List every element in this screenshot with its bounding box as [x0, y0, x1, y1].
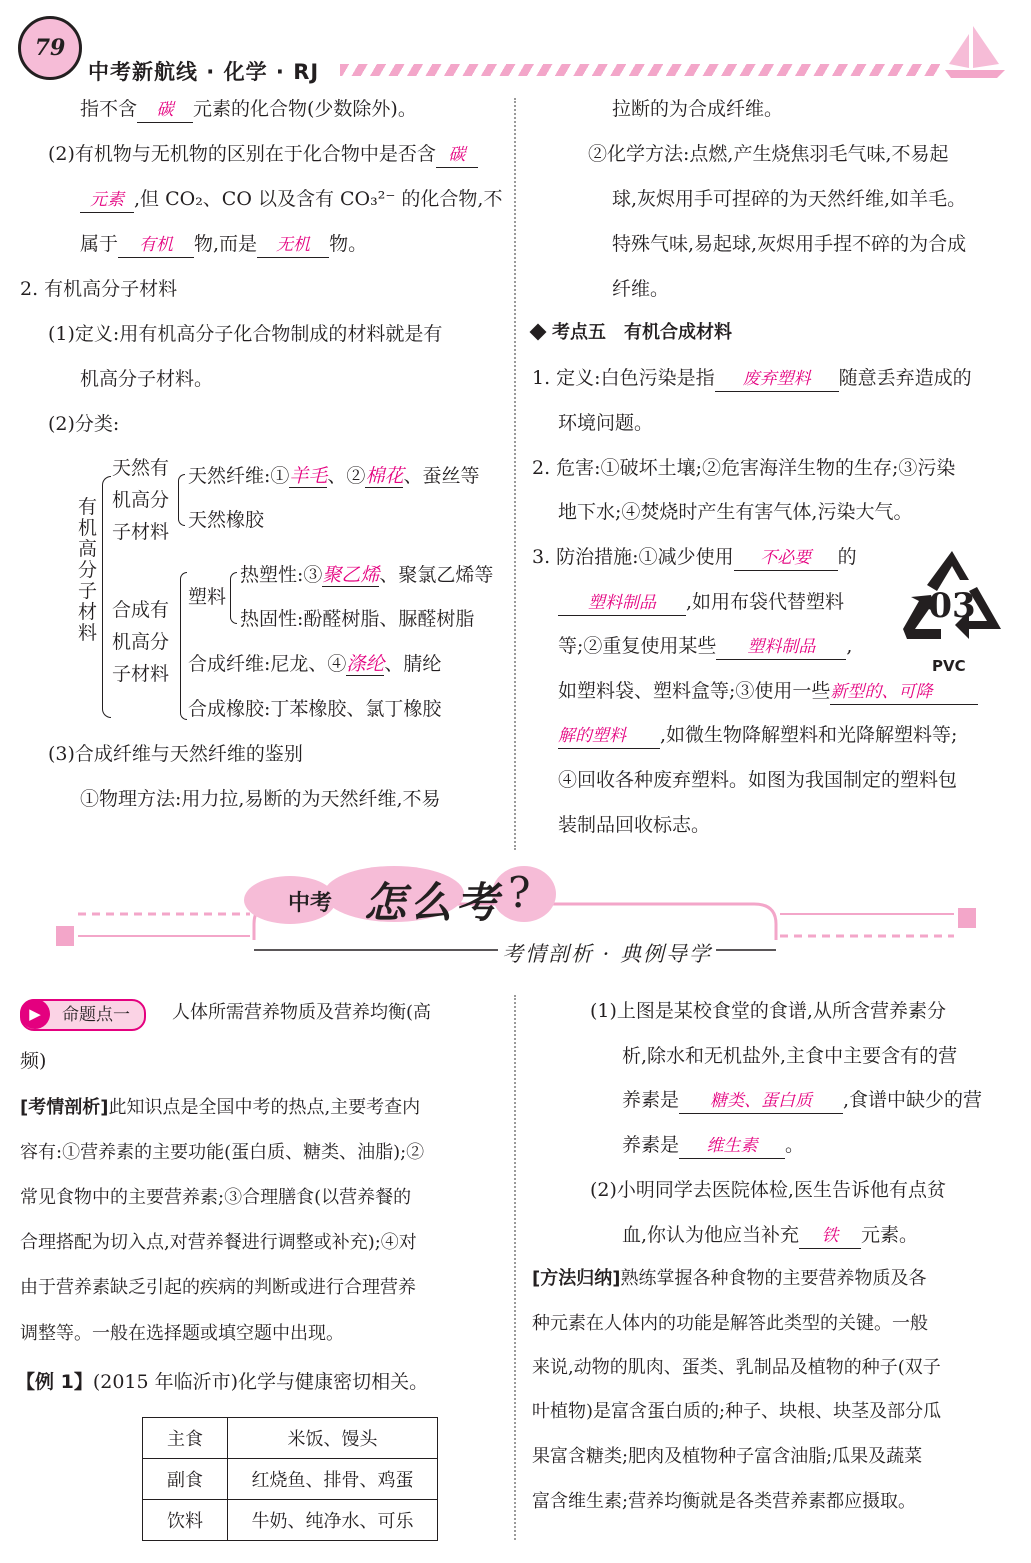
method-line-5: 果富含糖类;肥肉及植物种子富含油脂;瓜果及蔬菜	[532, 1446, 923, 1467]
prevent-line-5: 解的塑料 ,如微生物降解塑料和光降解塑料等;	[558, 722, 957, 749]
column-divider-top	[514, 98, 516, 850]
banner-subtitle: 考情剖析 · 典例导学	[498, 938, 716, 968]
definition-line: 1. 定义:白色污染是指 废弃塑料 随意丢弃造成的	[532, 365, 972, 392]
prevent-line-6: ④回收各种废弃塑料。如图为我国制定的塑料包	[558, 769, 958, 791]
section-heading: 考点五 有机合成材料	[532, 320, 732, 346]
diamond-icon	[530, 324, 547, 341]
answer-blank: 羊毛	[289, 465, 328, 487]
left-line-6: (1)定义:用有机高分子化合物制成的材料就是有	[48, 323, 443, 345]
banner-title: 怎么考	[364, 878, 503, 927]
prevent-line-1: 3. 防治措施:①减少使用 不必要 的	[532, 544, 857, 571]
left-line-9: (3)合成纤维与天然纤维的鉴别	[48, 743, 303, 765]
banner-question-mark: ?	[508, 868, 531, 917]
page-number-badge	[18, 16, 82, 80]
synthetic-group-label: 合成有 机高分 子材料	[112, 599, 170, 685]
brace-root	[102, 476, 111, 718]
example-line: 【例 1】(2015 年临沂市)化学与健康密切相关。	[16, 1371, 429, 1393]
method-line-3: 来说,动物的肌肉、蛋类、乳制品及植物的种子(双子	[532, 1357, 941, 1378]
recycle-label: PVC	[932, 657, 966, 675]
page-number: 79	[34, 35, 66, 61]
answer-blank: 维生素	[679, 1134, 785, 1159]
right-line-5: 纤维。	[612, 278, 670, 300]
prevent-line-7: 装制品回收标志。	[558, 814, 711, 836]
definition-line-2: 环境问题。	[558, 412, 654, 434]
answer-blank: 新型的、可降	[830, 680, 978, 705]
synthetic-fiber: 合成纤维:尼龙、④涤纶、腈纶	[188, 653, 442, 675]
method-line-6: 富含维生素;营养均衡就是各类营养素都应摄取。	[532, 1491, 917, 1512]
question-1c: 养素是 糖类、蛋白质 ,食谱中缺少的营	[622, 1087, 982, 1114]
prevent-line-3: 等;②重复使用某些 塑料制品 ,	[558, 633, 852, 660]
table-cell: 副食	[143, 1459, 228, 1500]
thermoset: 热固性:酚醛树脂、脲醛树脂	[240, 608, 475, 630]
answer-blank: 聚乙烯	[322, 564, 380, 586]
tree-root: 有 机 高 分 子 材 料	[78, 496, 98, 644]
natural-fiber: 天然纤维:①羊毛、②棉花、蚕丝等	[188, 465, 480, 487]
answer-blank: 糖类、蛋白质	[679, 1089, 843, 1114]
answer-blank: 有机	[118, 233, 194, 258]
right-line-3: 球,灰烬用手可捏碎的为天然纤维,如羊毛。	[612, 188, 967, 210]
answer-blank: 碳	[436, 143, 478, 168]
question-1d: 养素是 维生素 。	[622, 1132, 804, 1159]
table-cell: 主食	[143, 1418, 228, 1459]
column-divider-bottom	[514, 995, 516, 1540]
natural-group-label: 天然有 机高分 子材料	[112, 457, 170, 543]
analysis-line-1: [考情剖析]此知识点是全国中考的热点,主要考查内	[20, 1097, 421, 1118]
right-line-4: 特殊气味,易起球,灰烬用手捏不碎的为合成	[612, 233, 967, 255]
answer-blank: 废弃塑料	[715, 367, 839, 392]
prevent-line-2: 塑料制品 ,如用布袋代替塑料	[558, 589, 844, 616]
synthetic-rubber: 合成橡胶:丁苯橡胶、氯丁橡胶	[188, 698, 442, 720]
natural-rubber: 天然橡胶	[188, 509, 265, 531]
question-1a: (1)上图是某校食堂的食谱,从所含营养素分	[590, 1000, 946, 1022]
answer-blank: 解的塑料	[558, 724, 660, 749]
answer-blank: 碳	[137, 98, 193, 123]
left-line-7: 机高分子材料。	[80, 368, 214, 390]
harm-line-2: 地下水;④焚烧时产生有害气体,污染大气。	[558, 501, 913, 523]
table-cell: 米饭、馒头	[228, 1418, 438, 1459]
table-row	[143, 1500, 438, 1541]
brace-natural	[178, 474, 185, 526]
harm-line-1: 2. 危害:①破坏土壤;②危害海洋生物的生存;③污染	[532, 457, 956, 479]
play-icon: ▶	[20, 999, 50, 1029]
question-2b: 血,你认为他应当补充 铁 元素。	[622, 1222, 918, 1249]
answer-blank: 棉花	[365, 465, 404, 487]
table-cell: 牛奶、纯净水、可乐	[228, 1500, 438, 1541]
answer-blank: 涤纶	[346, 653, 385, 675]
table-row	[143, 1418, 438, 1459]
topic-title-tail: 频)	[20, 1050, 47, 1072]
recycle-number: 03	[928, 586, 976, 626]
topic-title: 人体所需营养物质及营养均衡(高	[172, 1002, 432, 1023]
prevent-line-4: 如塑料袋、塑料盒等;③使用一些新型的、可降	[558, 678, 978, 705]
left-line-1: 指不含 碳 元素的化合物(少数除外)。	[80, 96, 417, 123]
table-cell: 饮料	[143, 1500, 228, 1541]
topic-tag: 命题点一	[20, 999, 146, 1031]
analysis-line-5: 由于营养素缺乏引起的疾病的判断或进行合理营养	[20, 1277, 416, 1298]
table-cell: 红烧鱼、排骨、鸡蛋	[228, 1459, 438, 1500]
recycle-icon	[893, 543, 1011, 651]
header-dash-strip	[340, 64, 940, 76]
answer-blank: 塑料制品	[716, 635, 846, 660]
brace-plastic	[230, 572, 237, 624]
analysis-line-2: 容有:①营养素的主要功能(蛋白质、糖类、油脂);②	[20, 1142, 425, 1163]
thermoplastic: 热塑性:③聚乙烯、聚氯乙烯等	[240, 564, 494, 586]
table-row	[143, 1459, 438, 1500]
left-line-3: 元素 ,但 CO₂、CO 以及含有 CO₃²⁻ 的化合物,不	[80, 186, 502, 213]
analysis-line-3: 常见食物中的主要营养素;③合理膳食(以营养餐的	[20, 1187, 412, 1208]
left-line-4: 属于 有机 物,而是 无机 物。	[80, 231, 367, 258]
menu-table	[142, 1417, 438, 1541]
left-line-10: ①物理方法:用力拉,易断的为天然纤维,不易	[80, 788, 441, 810]
header-rule	[0, 86, 1031, 87]
analysis-line-6: 调整等。一般在选择题或填空题中出现。	[20, 1323, 344, 1344]
left-line-2: (2)有机物与无机物的区别在于化合物中是否含 碳	[48, 141, 478, 168]
method-line-4: 叶植物)是富含蛋白质的;种子、块根、块茎及部分瓜	[532, 1401, 942, 1422]
method-line-1: [方法归纳]熟练掌握各种食物的主要营养物质及各	[532, 1268, 927, 1289]
brace-synthetic	[180, 572, 187, 720]
method-line-2: 种元素在人体内的功能是解答此类型的关键。一般	[532, 1313, 928, 1334]
left-line-8: (2)分类:	[48, 413, 120, 435]
right-line-2: ②化学方法:点燃,产生烧焦羽毛气味,不易起	[588, 143, 949, 165]
sailboat-icon	[935, 20, 1015, 82]
answer-blank: 塑料制品	[558, 591, 686, 616]
book-title: 中考新航线 · 化学 · RJ	[88, 60, 320, 84]
answer-blank: 元素	[80, 188, 134, 213]
banner-prefix: 中考	[288, 891, 333, 916]
answer-blank: 铁	[799, 1224, 861, 1249]
question-2a: (2)小明同学去医院体检,医生告诉他有点贫	[590, 1179, 946, 1201]
answer-blank: 不必要	[734, 546, 838, 571]
question-1b: 析,除水和无机盐外,主食中主要含有的营	[622, 1045, 958, 1067]
left-line-5: 2. 有机高分子材料	[20, 278, 178, 300]
analysis-line-4: 合理搭配为切入点,对营养餐进行调整或补充);④对	[20, 1232, 417, 1253]
answer-blank: 无机	[257, 233, 329, 258]
right-line-1: 拉断的为合成纤维。	[612, 98, 784, 120]
plastic-label: 塑料	[188, 586, 227, 608]
